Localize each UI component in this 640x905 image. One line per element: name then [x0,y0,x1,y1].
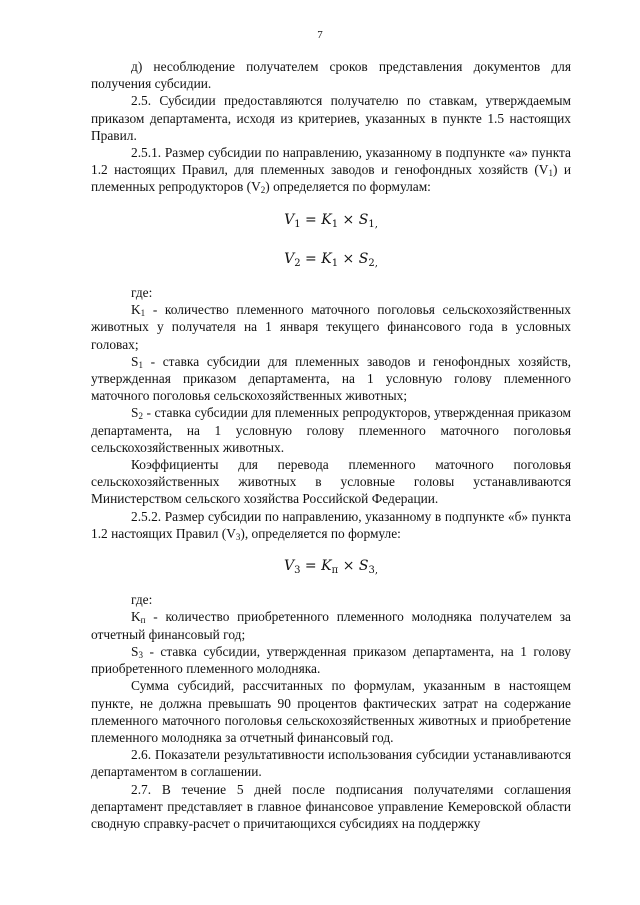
definition-s1: $S_1$ - ставка субсидии для племенных заводов и генофондных хозяйств, утвержденная приказом департамента, на 1 условную голову племенного маточного поголовья сельскохозяйственных животных; [91,353,571,404]
where-label-2: где: [131,592,153,608]
definition-k1: $K_1$ - количество племенного маточного поголовья сельскохозяйственных животных у получателя на 1 января текущего финансового года в условных головах; [91,302,571,352]
paragraph-d: д) несоблюдение получателем сроков представления документов для получения субсидии. [91,59,571,92]
definition-kp: $K_п$ - количество приобретенного племенного молодняка получателем за отчетный финансовый год; [91,609,571,642]
paragraph-2-5: 2.5. Субсидии предоставляются получателю по ставкам, утверждаемым приказом департамента, исходя из критериев, указанных в пункте 1.5 настоящих Правил. [91,93,571,143]
paragraph-2-6: 2.6. Показатели результативности использования субсидии устанавливаются департаментом в соглашении. [91,747,571,780]
document-body [91,58,571,832]
paragraph-2-5-2: 2.5.2. Размер субсидии по направлению, указанному в подпункте «б» пункта 1.2 настоящих Правил $(V_3)$, определяется по формуле: [91,508,571,542]
paragraph-coefficients: Коэффициенты для перевода племенного маточного поголовья сельскохозяйственных животных в условные головы устанавливаются Министерством сельского хозяйства Российской Федерации. [91,457,571,507]
formula-v1: $V_1 = K_1 \times S_{1,}$ [284,211,378,230]
definition-s3: $S_3$ - ставка субсидии, утвержденная приказом департамента, на 1 голову приобретенного племенного молодняка. [91,643,571,677]
definition-s2: $S_2$ - ставка субсидии для племенных репродукторов, утвержденная приказом департамента, на 1 условную голову племенного маточного поголовья сельскохозяйственных животных. [91,405,571,455]
paragraph-2-7: 2.7. В течение 5 дней после подписания получателями соглашения департамент представляет в главное финансовое управление Кемеровской области сводную справку-расчет о причитающихся субсидиях на поддержку [91,781,571,831]
paragraph-2-5-1: 2.5.1. Размер субсидии по направлению, указанному в подпункте «а» пункта 1.2 настоящих Правил, для племенных заводов и генофондных хозяйств $(V_1)$ и племенных репродукторов $(V_2)$ определяется по формулам: [91,145,571,196]
paragraph-sum-limit: Сумма субсидий, рассчитанных по формулам, указанным в настоящем пункте, не должна превышать 90 процентов фактических затрат на содержание племенного маточного поголовья сельскохозяйственных животных и приобретение племенного молодняка за отчетный финансовый год. [91,678,571,745]
formula-v3: $V_3 = K_п \times S_{3,}$ [283,558,379,577]
formula-v2: $V_2 = K_1 \times S_{2,}$ [284,250,378,269]
page-number: 7 [317,29,323,41]
where-label: где: [131,285,153,301]
